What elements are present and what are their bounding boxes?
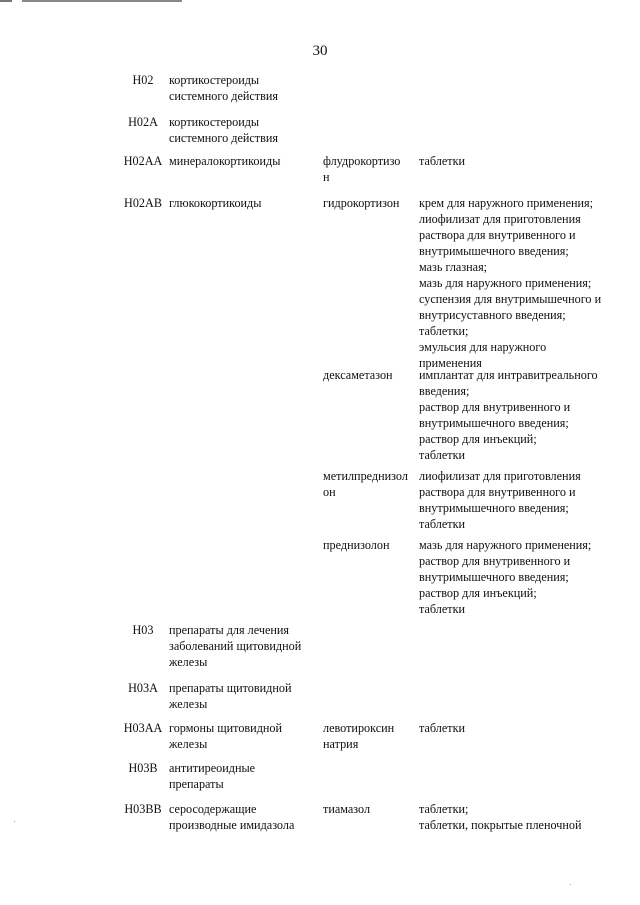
atc-group-name: антитиреоидные препараты <box>169 761 256 791</box>
drug-name: преднизолон <box>323 538 390 552</box>
dosage-form: таблетки <box>419 721 466 735</box>
scan-speck <box>14 821 15 822</box>
atc-code: H02AB <box>124 196 162 210</box>
scan-top-rule <box>0 0 12 2</box>
atc-group-name: гормоны щитовидной железы <box>169 721 283 751</box>
atc-group-name: препараты для лечения заболеваний щитовидной железы <box>169 623 302 669</box>
atc-group-name: препараты щитовидной железы <box>169 681 292 711</box>
atc-code: H03 <box>132 623 154 637</box>
drug-name: гидрокортизон <box>323 196 400 210</box>
drug-name: дексаметазон <box>323 368 393 382</box>
atc-code: H02AA <box>123 154 163 168</box>
scan-top-rule <box>22 0 182 2</box>
atc-code: H03AA <box>123 721 163 735</box>
atc-group-name: минералокортикоиды <box>169 154 281 168</box>
atc-code: H02A <box>128 115 158 129</box>
drug-name: метилпреднизол он <box>323 469 408 499</box>
drug-name: флудрокортизо н <box>323 154 401 184</box>
dosage-form: лиофилизат для приготовления раствора для внутривенного и внутримышечного введения; таблетки <box>419 469 581 531</box>
atc-group-name: серосодержащие производные имидазола <box>169 802 295 832</box>
atc-code: H03A <box>128 681 158 695</box>
scan-speck <box>570 884 571 885</box>
dosage-form: таблетки <box>419 154 466 168</box>
atc-group-name: кортикостероиды системного действия <box>169 115 278 145</box>
atc-code: H03BB <box>124 802 162 816</box>
atc-group-name: глюкокортикоиды <box>169 196 262 210</box>
atc-code: H02 <box>132 73 154 87</box>
atc-code: H03B <box>128 761 158 775</box>
drug-name: тиамазол <box>323 802 371 816</box>
dosage-form: таблетки; таблетки, покрытые пленочной <box>419 802 582 832</box>
drug-name: левотироксин натрия <box>323 721 395 751</box>
dosage-form: имплантат для интравитреального введения; раствор для внутривенного и внутримышечного введения; раствор для инъекций; таблетки <box>419 368 598 462</box>
page-number: 30 <box>312 43 328 59</box>
dosage-form: крем для наружного применения; лиофилизат для приготовления раствора для внутривенного и внутримышечного введения; мазь глазная; мазь для наружного применения; суспензия для внутримышечного и внутрисуставного введения; таблетки; эмульсия для наружного применения <box>419 196 602 370</box>
atc-group-name: кортикостероиды системного действия <box>169 73 278 103</box>
dosage-form: мазь для наружного применения; раствор для внутривенного и внутримышечного введения; раствор для инъекций; таблетки <box>419 538 592 616</box>
